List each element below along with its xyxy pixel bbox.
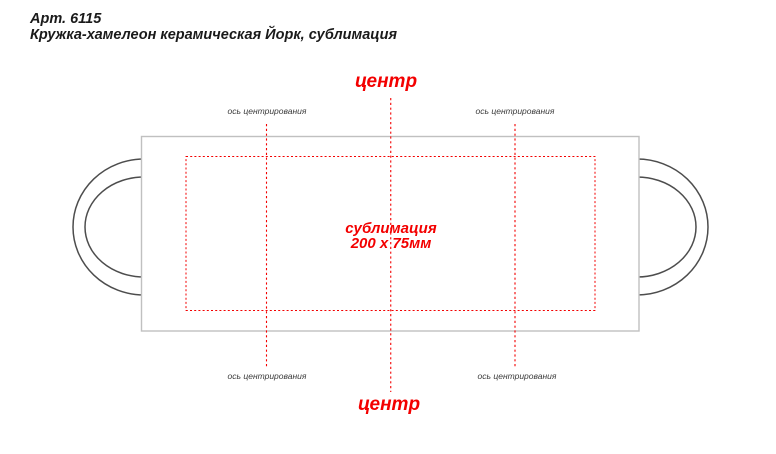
print-area-caption-line1: сублимация: [345, 220, 437, 237]
print-area-caption-line2: 200 х 75мм: [350, 234, 432, 252]
center-label-top: центр: [354, 71, 418, 92]
title-block: [30, 12, 397, 43]
axis-label-top-left: ось центрирования: [227, 106, 307, 116]
center-label-bottom: центр: [357, 394, 421, 415]
product-name: Кружка-хамелеон керамическая Йорк, сублимация: [30, 26, 398, 43]
article-number: Арт. 6115: [30, 11, 102, 27]
axis-label-bottom-right: ось центрирования: [477, 371, 557, 381]
axis-label-top-right: ось центрирования: [475, 106, 555, 116]
axis-label-bottom-left: ось центрирования: [227, 371, 307, 381]
print-area-caption: [291, 222, 491, 251]
